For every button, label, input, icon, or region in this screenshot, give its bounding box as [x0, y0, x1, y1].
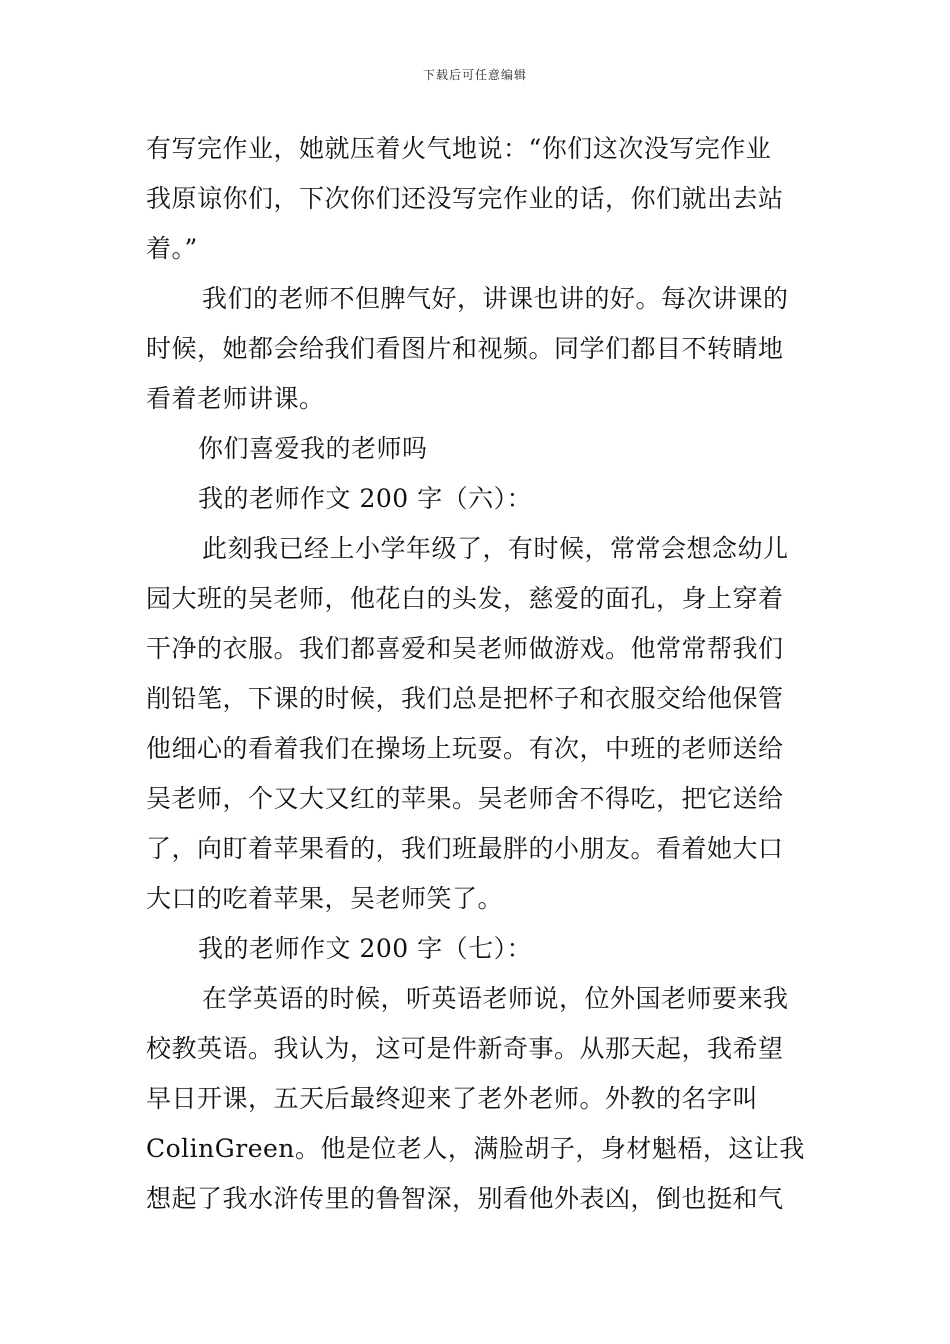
text-line: 有写完作业，她就压着火气地说：“你们这次没写完作业 [146, 134, 772, 163]
text-line: 我原谅你们，下次你们还没写完作业的话，你们就出去站 [146, 184, 784, 213]
section-heading: 我的老师作文 200 字（七）： [198, 934, 533, 963]
text-line: 干净的衣服。我们都喜爱和吴老师做游戏。他常常帮我们 [146, 634, 784, 663]
text-line: 看着老师讲课。 [146, 384, 325, 413]
text-line: 早日开课，五天后最终迎来了老外老师。外教的名字叫 [146, 1084, 759, 1113]
text-line: 着。” [146, 234, 198, 263]
text-line: 削铅笔，下课的时候，我们总是把杯子和衣服交给他保管 [146, 684, 784, 713]
text-line: 想起了我水浒传里的鲁智深，别看他外表凶，倒也挺和气 [146, 1184, 784, 1213]
text-line: 他细心的看着我们在操场上玩耍。有次，中班的老师送给 [146, 734, 784, 763]
paragraph-start-line: 我们的老师不但脾气好，讲课也讲的好。每次讲课的 [202, 284, 789, 313]
text-line: 大口的吃着苹果，吴老师笑了。 [146, 884, 504, 913]
text-line: 了，向盯着苹果看的，我们班最胖的小朋友。看着她大口 [146, 834, 784, 863]
text-line: 校教英语。我认为，这可是件新奇事。从那天起，我希望 [146, 1034, 784, 1063]
paragraph-start-line: 此刻我已经上小学年级了，有时候，常常会想念幼儿 [202, 534, 789, 563]
text-line: 时候，她都会给我们看图片和视频。同学们都目不转睛地 [146, 334, 784, 363]
paragraph-start-line: 你们喜爱我的老师吗 [198, 434, 428, 463]
text-line: 吴老师，个又大又红的苹果。吴老师舍不得吃，把它送给 [146, 784, 784, 813]
paragraph-start-line: 在学英语的时候，听英语老师说，位外国老师要来我 [202, 984, 789, 1013]
text-line: 园大班的吴老师，他花白的头发，慈爱的面孔，身上穿着 [146, 584, 784, 613]
text-line: ColinGreen。他是位老人，满脸胡子，身材魁梧，这让我 [146, 1134, 805, 1163]
page-header: 下载后可任意编辑 [422, 68, 527, 82]
section-heading: 我的老师作文 200 字（六）： [198, 484, 533, 513]
document-body [146, 124, 808, 1224]
